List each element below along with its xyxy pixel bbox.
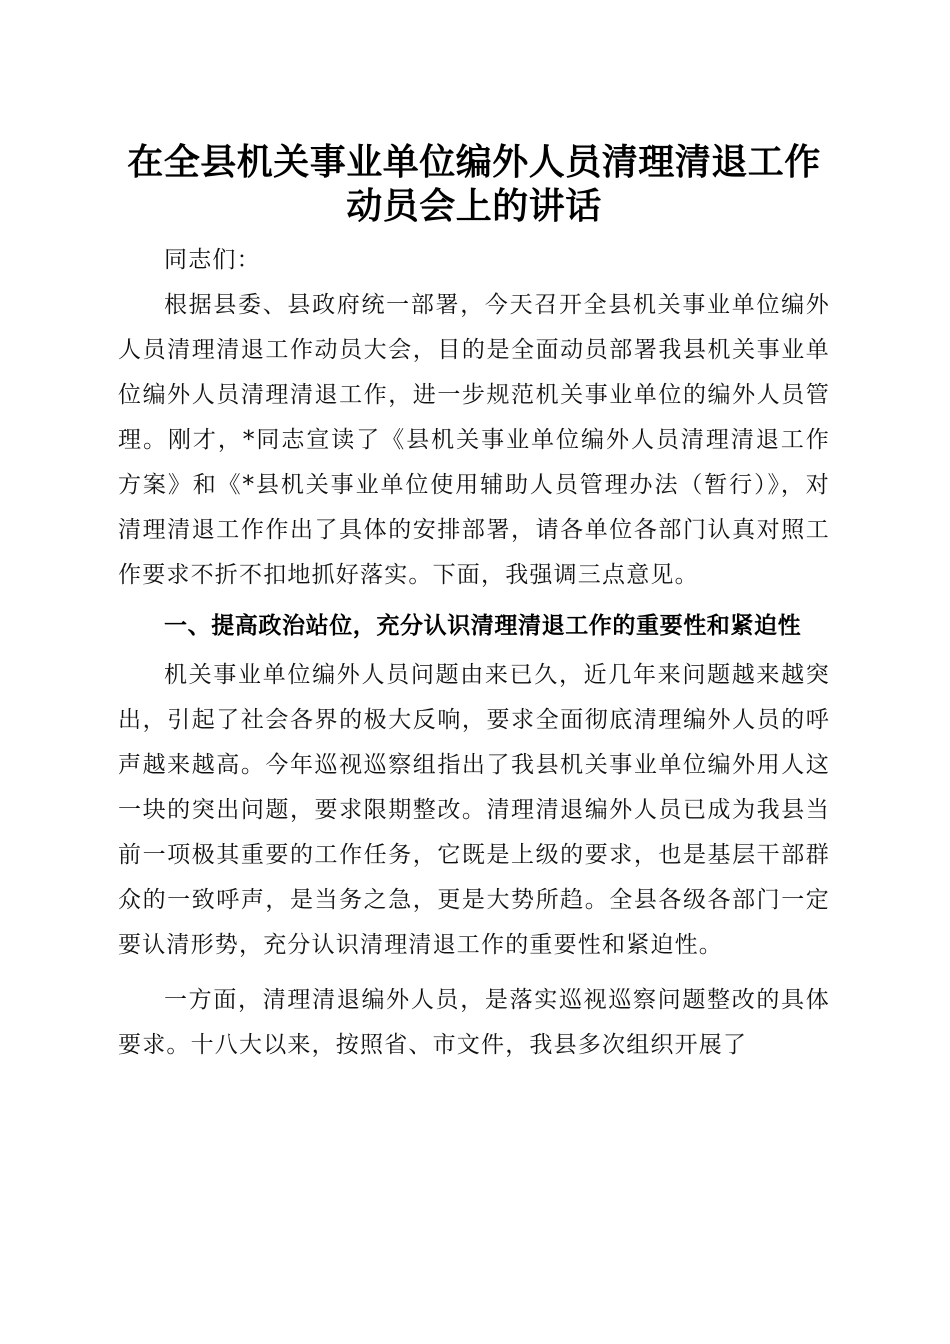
section-heading-1: 一、提高政治站位，充分认识清理清退工作的重要性和紧迫性 bbox=[164, 613, 802, 639]
section1-paragraph-2: 一方面，清理清退编外人员，是落实巡视巡察问题整改的具体要求。十八大以来，按照省、市文件，我县多次组织开展了 bbox=[118, 987, 830, 1058]
document-body bbox=[118, 128, 830, 1068]
section1-paragraph-1: 机关事业单位编外人员问题由来已久，近几年来问题越来越突出，引起了社会各界的极大反响，要求全面彻底清理编外人员的呼声越来越高。今年巡视巡察组指出了我县机关事业单位编外用人这一块的突出问题，要求限期整改。清理清退编外人员已成为我县当前一项极其重要的工作任务，它既是上级的要求，也是基层干部群众的一致呼声，是当务之急，更是大势所趋。全县各级各部门一定要认清形势，充分认识清理清退工作的重要性和紧迫性。 bbox=[118, 662, 830, 958]
opening-paragraph: 根据县委、县政府统一部署，今天召开全县机关事业单位编外人员清理清退工作动员大会，目的是全面动员部署我县机关事业单位编外人员清理清退工作，进一步规范机关事业单位的编外人员管理。刚才，*同志宣读了《县机关事业单位编外人员清理清退工作方案》和《*县机关事业单位使用辅助人员管理办法（暂行）》，对清理清退工作作出了具体的安排部署，请各单位各部门认真对照工作要求不折不扣地抓好落实。下面，我强调三点意见。 bbox=[118, 292, 830, 588]
document-title: 在全县机关事业单位编外人员清理清退工作动员会上的讲话 bbox=[127, 141, 821, 227]
salutation: 同志们： bbox=[164, 247, 261, 273]
